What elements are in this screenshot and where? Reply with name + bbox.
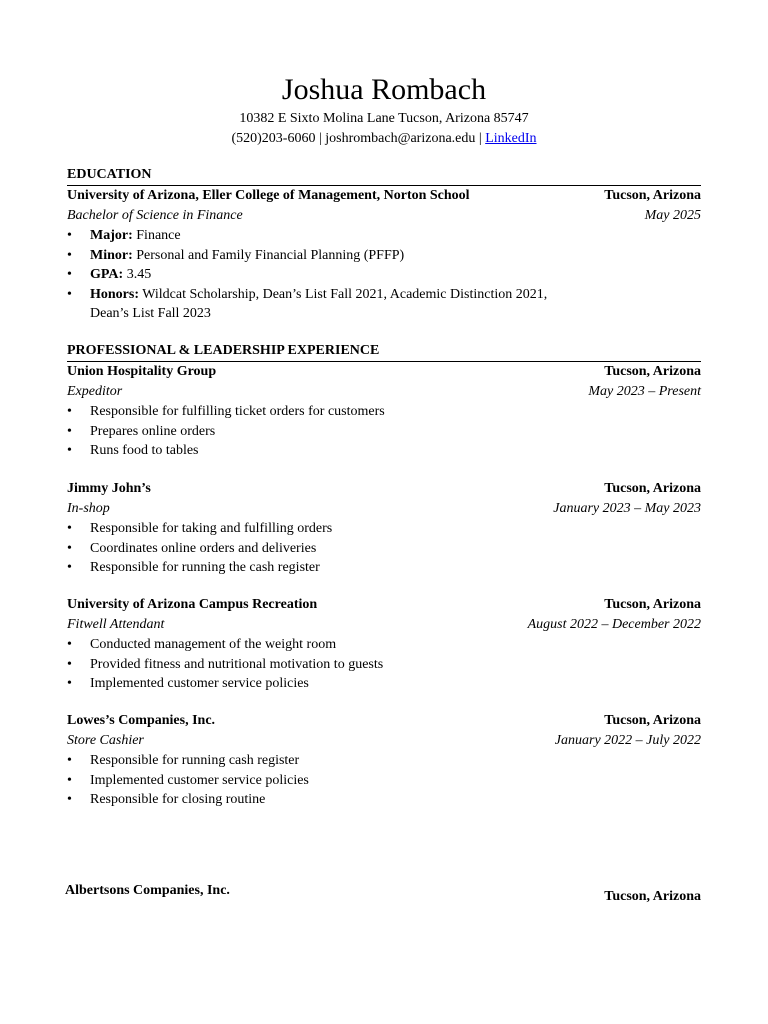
list-item: • Responsible for running the cash register — [67, 558, 701, 578]
candidate-name: Joshua Rombach — [281, 73, 487, 106]
section-heading-experience: PROFESSIONAL & LEADERSHIP EXPERIENCE — [67, 342, 701, 362]
job-dates: January 2022 – July 2022 — [554, 733, 701, 748]
job-company-row — [65, 882, 701, 906]
job-title-row — [67, 616, 701, 634]
list-item: • Conducted management of the weight room — [67, 635, 701, 655]
job-title: Store Cashier — [67, 733, 144, 748]
job-title-row — [67, 383, 701, 401]
list-item: • Coordinates online orders and deliveries — [67, 539, 701, 559]
company-name: Union Hospitality Group — [67, 364, 217, 379]
job-title-row — [67, 732, 701, 750]
list-item: • Responsible for closing routine — [67, 790, 701, 810]
job-dates: August 2022 – December 2022 — [527, 617, 701, 632]
job-location: Tucson, Arizona — [604, 889, 701, 904]
list-item: • Provided fitness and nutritional motivation to guests — [67, 655, 701, 675]
section-heading-education: EDUCATION — [67, 166, 701, 186]
list-item: • Minor: Personal and Family Financial Planning (PFFP) — [67, 246, 701, 266]
education-degree-row — [67, 207, 701, 225]
list-item: • Responsible for running cash register — [67, 751, 701, 771]
job-bullets — [67, 635, 701, 694]
address: 10382 E Sixto Molina Lane Tucson, Arizona 85747 — [239, 111, 529, 126]
phone-email: (520)203-6060 | joshrombach@arizona.edu | — [231, 131, 486, 146]
job-title: In-shop — [67, 501, 110, 516]
job-location: Tucson, Arizona — [604, 713, 701, 728]
job-title: Fitwell Attendant — [67, 617, 165, 632]
job-dates: May 2023 – Present — [588, 384, 701, 399]
education-list — [67, 226, 701, 324]
company-name: Jimmy John’s — [67, 481, 151, 496]
company-name: University of Arizona Campus Recreation — [67, 597, 318, 612]
linkedin-link[interactable]: LinkedIn — [485, 131, 537, 146]
job-dates: January 2023 – May 2023 — [553, 501, 701, 516]
education-school-row — [67, 187, 701, 205]
list-item: • Implemented customer service policies — [67, 771, 701, 791]
company-name: Albertsons Companies, Inc. — [65, 883, 230, 898]
job-title: Expeditor — [67, 384, 123, 399]
job-title-row — [67, 500, 701, 518]
job-bullets — [67, 402, 701, 461]
list-item: • GPA: 3.45 — [67, 265, 701, 285]
graduation-date: May 2025 — [644, 208, 701, 223]
job-company-row — [67, 363, 701, 381]
list-item: • Runs food to tables — [67, 441, 701, 461]
school-name: University of Arizona, Eller College of Management, Norton School — [67, 188, 470, 203]
job-location: Tucson, Arizona — [604, 597, 701, 612]
list-item: • Responsible for fulfilling ticket orders for customers — [67, 402, 701, 422]
job-bullets — [67, 751, 701, 810]
list-item: • Prepares online orders — [67, 422, 701, 442]
list-item: • Responsible for taking and fulfilling orders — [67, 519, 701, 539]
list-item: • Implemented customer service policies — [67, 674, 701, 694]
job-company-row — [67, 480, 701, 498]
list-item: • Major: Finance — [67, 226, 701, 246]
company-name: Lowes’s Companies, Inc. — [67, 713, 216, 728]
job-location: Tucson, Arizona — [604, 481, 701, 496]
job-company-row — [67, 712, 701, 730]
job-location: Tucson, Arizona — [604, 364, 701, 379]
job-company-row — [67, 596, 701, 614]
contact-line — [0, 130, 768, 148]
job-bullets — [67, 519, 701, 578]
list-item: • Honors: Wildcat Scholarship, Dean’s List Fall 2021, Academic Distinction 2021, Dean’s List Fall 2023 — [67, 285, 701, 324]
degree: Bachelor of Science in Finance — [67, 208, 243, 223]
school-location: Tucson, Arizona — [604, 188, 701, 203]
